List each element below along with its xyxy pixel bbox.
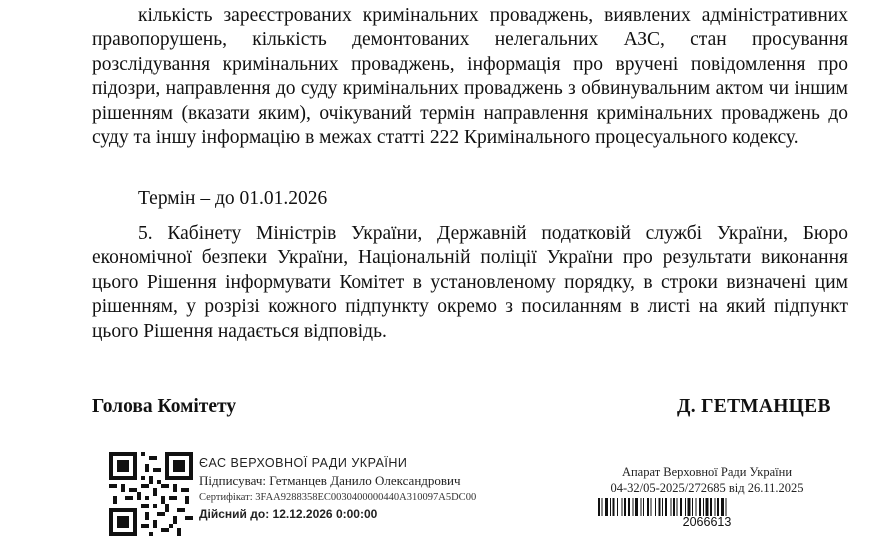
stamp-system: ЄАС ВЕРХОВНОЇ РАДИ УКРАЇНИ [199,456,408,470]
signature-name: Д. ГЕТМАНЦЕВ [677,396,831,417]
deadline-text: Термін – до 01.01.2026 [138,188,328,209]
signature-title: Голова Комітету [92,396,237,417]
barcode-number: 2066613 [682,515,732,529]
paragraph-5: 5. Кабінету Міністрів України, Державній податковій службі України, Бюро економічної безпеки України, Національній поліції України про результати виконання цього Рішення інформувати Комітет в установленому порядку, в строки визначені цим рішенням, у розрізі кожного підпункту окремо з посиланням в листі на який підпункт цього Рішення надається відповідь. [92,223,848,342]
stamp-valid-until: Дійсний до: 12.12.2026 0:00:00 [199,507,378,521]
registration-block [596,464,818,496]
registration-number: 04-32/05-2025/272685 від 26.11.2025 [610,481,804,495]
qr-code-icon [109,452,193,536]
stamp-signer: Підписувач: Гетманцев Данило Олександрович [199,473,461,488]
registration-organization: Апарат Верховної Ради України [621,465,793,479]
electronic-signature-stamp [199,455,539,523]
barcode-icon [598,498,816,516]
paragraph-reporting-details: кількість зареєстрованих кримінальних проваджень, виявлених адміністративних правопорушень, кількість демонтованих нелегальних АЗС, стан просування розслідування кримінальних проваджень, інформація про вручені повідомлення про підозри, направлення до суду кримінальних проваджень з обвинувальним актом чи іншим рішенням (вказати яким), очікуваний термін направлення кримінальних проваджень до суду та іншу інформацію в межах статті 222 Кримінального процесуального кодексу. [92,5,848,149]
stamp-certificate: Сертифікат: 3FAA9288358EC0030400000440A310097A5DC00 [199,492,477,503]
